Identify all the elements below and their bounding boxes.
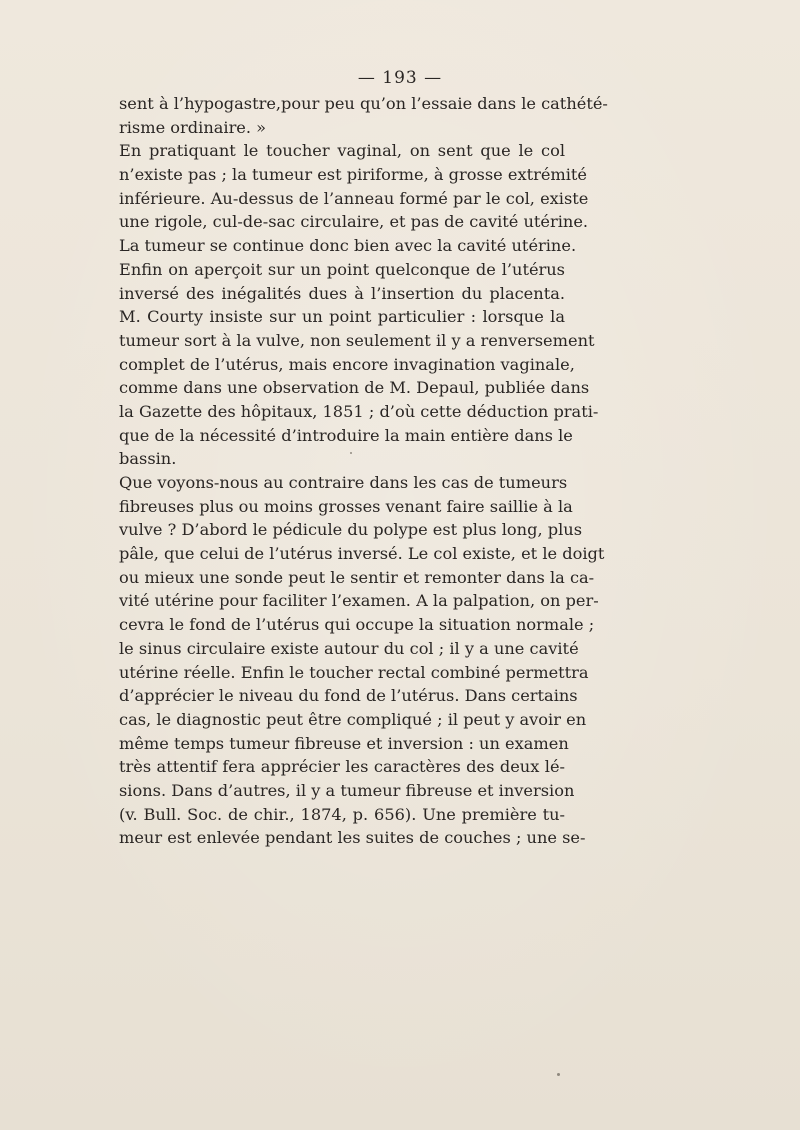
body-text xyxy=(119,92,608,850)
text-line: ou mieux une sonde peut le sentir et remonter dans la ca- xyxy=(119,567,595,587)
text-line: complet de l’utérus, mais encore invagination vaginale, xyxy=(119,354,575,374)
text-line: sions. Dans d’autres, il y a tumeur fibreuse et inversion xyxy=(119,780,575,800)
paper-speck xyxy=(557,1073,560,1076)
text-line: même temps tumeur fibreuse et inversion : un examen xyxy=(119,733,569,753)
text-line: très attentif fera apprécier les caractères des deux lé- xyxy=(119,757,565,777)
page-number: — 193 — xyxy=(357,68,443,88)
text-line: meur est enlevée pendant les suites de couches ; une se- xyxy=(119,828,586,848)
text-line: Enfin on aperçoit sur un point quelconque de l’utérus xyxy=(119,259,565,279)
text-line: La tumeur se continue donc bien avec la cavité utérine. xyxy=(119,236,577,256)
text-line: (v. Bull. Soc. de chir., 1874, p. 656). Une première tu- xyxy=(119,804,565,824)
text-line: risme ordinaire. » xyxy=(119,117,267,137)
text-line: inférieure. Au-dessus de l’anneau formé par le col, existe xyxy=(119,188,589,208)
text-line: vulve ? D’abord le pédicule du polype est plus long, plus xyxy=(119,520,583,540)
text-line: que de la nécessité d’introduire la main entière dans le xyxy=(119,425,573,445)
text-line: n’existe pas ; la tumeur est piriforme, à grosse extrémité xyxy=(119,165,588,185)
text-line: cas, le diagnostic peut être compliqué ; il peut y avoir en xyxy=(119,709,587,729)
text-line: bassin. xyxy=(119,449,177,469)
text-line: une rigole, cul-de-sac circulaire, et pas de cavité utérine. xyxy=(119,212,589,232)
text-line: utérine réelle. Enfin le toucher rectal combiné permettra xyxy=(119,662,589,682)
text-line: vité utérine pour faciliter l’examen. A la palpation, on per- xyxy=(119,591,599,611)
paper-speck xyxy=(350,452,352,454)
text-line: cevra le fond de l’utérus qui occupe la situation normale ; xyxy=(119,615,595,635)
text-line: inversé des inégalités dues à l’insertion du placenta. xyxy=(119,283,565,303)
text-line: Que voyons-nous au contraire dans les cas de tumeurs xyxy=(119,473,568,492)
text-line: le sinus circulaire existe autour du col ; il y a une cavité xyxy=(119,638,579,658)
text-line: tumeur sort à la vulve, non seulement il y a renversement xyxy=(119,330,595,350)
text-line: M. Courty insiste sur un point particulier : lorsque la xyxy=(119,307,565,327)
text-line: comme dans une observation de M. Depaul, publiée dans xyxy=(119,378,590,398)
text-line: En pratiquant le toucher vaginal, on sent que le col xyxy=(119,141,565,161)
text-line: la Gazette des hôpitaux, 1851 ; d’où cette déduction prati- xyxy=(119,401,599,421)
text-line: pâle, que celui de l’utérus inversé. Le col existe, et le doigt xyxy=(119,544,605,564)
text-line: sent à l’hypogastre,pour peu qu’on l’essaie dans le cathété- xyxy=(119,94,608,113)
text-line: fibreuses plus ou moins grosses venant faire saillie à la xyxy=(119,496,573,516)
text-line: d’apprécier le niveau du fond de l’utérus. Dans certains xyxy=(119,686,578,706)
